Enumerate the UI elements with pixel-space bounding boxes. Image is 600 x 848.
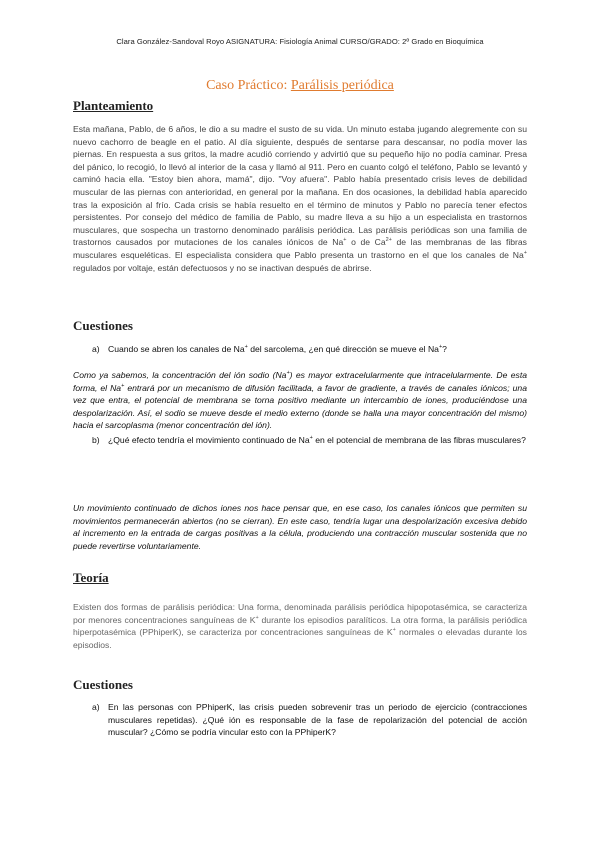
paragraph-planteamiento xyxy=(73,123,527,274)
superscript-plus: + xyxy=(255,614,259,621)
question-a-2 xyxy=(92,701,527,739)
question-a-text-1: Cuando se abren los canales de Na xyxy=(108,344,245,354)
document-title xyxy=(0,78,600,94)
teoria-text-1: Existen dos formas de parálisis periódica: Una forma, denominada parálisis periódica hipopotasémica, se caracteriza por menores concentraciones sanguíneas de K xyxy=(73,602,527,625)
title-prefix: Caso Práctico: xyxy=(206,78,291,93)
superscript-plus: + xyxy=(286,370,290,376)
question-a-text-2: del sarcolema, ¿en qué dirección se mueve el Na xyxy=(247,344,439,354)
heading-teoria: Teoría xyxy=(73,570,109,585)
page-header: Clara González-Sandoval Royo ASIGNATURA: Fisiología Animal CURSO/GRADO: 2º Grado en Bioquímica xyxy=(116,37,484,46)
title-topic: Parálisis periódica xyxy=(290,78,394,93)
question-a-1 xyxy=(92,343,527,356)
superscript-plus: + xyxy=(121,382,125,389)
teoria-text-2: durante los episodios paralíticos. La otra forma, la parálisis periódica hiperpotasémica (PPhiperK), se caracteriza por concentraciones sanguíneas de K xyxy=(73,614,527,638)
question-b-label: b) xyxy=(92,435,100,445)
question-a-text-3: ? xyxy=(442,344,447,354)
answer-a-text-1: Como ya sabemos, la concentración del ión sodio (Na xyxy=(73,370,287,380)
planteamiento-text-o: o de Ca xyxy=(346,237,386,248)
answer-a-text-2: ) es mayor extracelularmente que intracelularmente. De esta forma, el Na xyxy=(73,370,527,393)
superscript-plus: + xyxy=(309,435,313,441)
question-b-text-1: ¿Qué efecto tendría el movimiento continuado de Na xyxy=(108,435,310,445)
answer-a-1 xyxy=(73,369,527,432)
question-a2-text: En las personas con PPhiperK, las crisis pueden sobrevenir tras un periodo de ejercicio (contracciones musculares repetidas). ¿Qué ión es responsable de la fase de repolarización del potencial de acción muscular? ¿Cómo se podría vincular esto con la PPhiperK? xyxy=(108,702,527,738)
answer-a-text-3: entrará por un mecanismo de difusión facilitada, a favor de gradiente, a través de canales iónicos; una vez que entra, el potencial de membrana se torna positivo mediante un intercambio de iones, produciéndose una despolarización. Así, el sodio se mueve desde el medio externo (donde se halla una mayor concentración del mismo) hacia el sarcoplasma (menor concentración del ión). xyxy=(73,382,527,431)
heading-cuestiones-2: Cuestiones xyxy=(73,677,133,692)
superscript-plus: + xyxy=(523,249,527,256)
heading-cuestiones-1: Cuestiones xyxy=(73,318,133,333)
question-b-text-2: en el potencial de membrana de las fibras musculares? xyxy=(312,435,526,445)
answer-b-1: Un movimiento continuado de dichos iones nos hace pensar que, en ese caso, los canales iónicos que permiten su movimientos permanecerán abiertos (no se cierran). En este caso, tendría lugar una despolarización excesiva debido al incremento en la entrada de cargas positivas a la célula, produciendo una contracción muscular sostenida que no puede revertirse voluntariamente. xyxy=(73,503,527,551)
question-a-label: a) xyxy=(92,344,100,354)
planteamiento-text-rest1: de las membranas de las fibras musculares esqueléticas. El especialista considera que Pablo presenta un trastorno en el que los canales de Na xyxy=(73,237,527,260)
heading-planteamiento: Planteamiento xyxy=(73,98,154,113)
superscript-plus: + xyxy=(438,344,443,350)
question-b-1 xyxy=(92,434,527,447)
question-a2-label: a) xyxy=(92,702,100,712)
superscript-2plus: 2+ xyxy=(385,237,392,244)
superscript-plus: + xyxy=(244,344,248,350)
superscript-plus: + xyxy=(343,237,347,244)
planteamiento-text-rest2: regulados por voltaje, están defectuosos y no se inactivan después de abrirse. xyxy=(73,262,372,273)
superscript-plus: + xyxy=(392,627,396,634)
paragraph-teoria xyxy=(73,601,527,651)
teoria-text-3: normales o elevadas durante los episodios. xyxy=(73,627,527,650)
planteamiento-text-main: Esta mañana, Pablo, de 6 años, le dio a su madre el susto de su vida. Un minuto estaba jugando alegremente con su nuevo cachorro de beagle en el patio. Al día siguiente, después de sentarse para descansar, no podía mover las piernas. En respuesta a sus gritos, la madre acudió corriendo y advirtió que su pequeño hijo no podía caminar. Presa del pánico, lo recogió, lo llevó al interior de la casa y llamó al 911. Pero en cuanto colgó el teléfono, Pablo se levantó y caminó hacia ella. "Estoy bien ahora, mamá", dijo. "Voy afuera". Pablo había presentado crisis leves de debilidad muscular de las piernas con anterioridad, en general por la mañana. En dos ocasiones, la debilidad había aparecido tras la exposición al frío. Cada crisis se había resuelto en el término de minutos y Pablo no parecía tener efectos persistentes. Por consejo del médico de familia de Pablo, su madre lleva a su hijo a un especialista en trastornos musculares, que sospecha un trastorno denominado parálisis periódica. Las parálisis periódicas son una familia de trastornos causados por mutaciones de los canales iónicos de Na xyxy=(73,124,527,248)
